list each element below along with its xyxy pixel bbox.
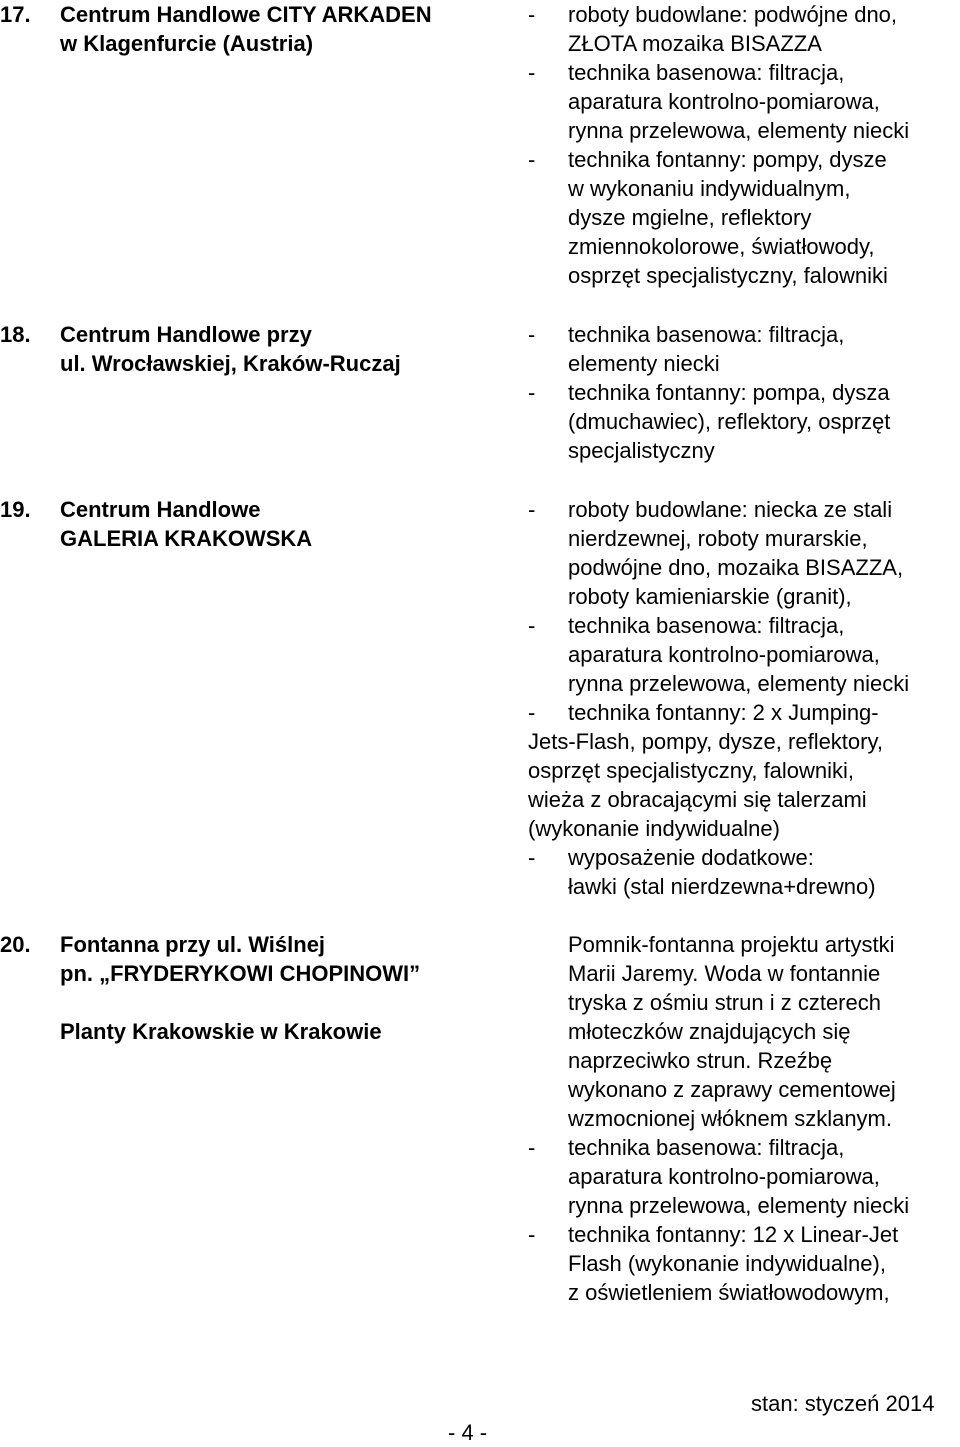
line-text: ZŁOTA mozaika BISAZZA	[568, 31, 822, 56]
entry-title-line: w Klagenfurcie (Austria)	[60, 31, 314, 56]
bullet-line	[528, 495, 958, 524]
line-text: zmiennokolorowe, światłowody,	[568, 234, 875, 259]
description-line	[528, 1162, 958, 1191]
bullet-dash: -	[528, 1135, 536, 1160]
entry-number: 19.	[0, 497, 31, 522]
line-text: rynna przelewowa, elementy niecki	[568, 1193, 910, 1218]
line-text: technika fontanny: pompy, dysze	[568, 147, 887, 172]
bullet-line	[528, 1133, 958, 1162]
line-text: specjalistyczny	[568, 438, 715, 463]
description-line	[528, 553, 958, 582]
line-text: technika fontanny: pompa, dysza	[568, 380, 890, 405]
line-text: Pomnik-fontanna projektu artystki	[568, 932, 895, 957]
description-line	[528, 116, 958, 145]
line-text: młoteczków znajdujących się	[568, 1019, 851, 1044]
description-line	[528, 349, 958, 378]
bullet-dash: -	[528, 497, 536, 522]
bullet-dash: -	[528, 380, 536, 405]
line-text: osprzęt specjalistyczny, falowniki	[568, 263, 888, 288]
bullet-dash: -	[528, 613, 536, 638]
line-text: rynna przelewowa, elementy niecki	[568, 671, 910, 696]
bullet-line	[528, 320, 958, 349]
entry-title-line: Centrum Handlowe przy	[60, 322, 312, 347]
description-line	[528, 640, 958, 669]
description-line	[528, 669, 958, 698]
description-line	[528, 1191, 958, 1220]
description-line	[528, 1017, 958, 1046]
line-text: aparatura kontrolno-pomiarowa,	[568, 642, 880, 667]
entry-title-line: pn. „FRYDERYKOWI CHOPINOWI”	[60, 961, 421, 986]
entry-title	[60, 320, 500, 378]
bullet-dash: -	[528, 1222, 536, 1247]
entry-number: 18.	[0, 322, 31, 347]
line-text: tryska z ośmiu strun i z czterech	[568, 990, 881, 1015]
description-line	[528, 232, 958, 261]
description-line	[528, 727, 958, 756]
entry-title-line: Planty Krakowskie w Krakowie	[60, 1019, 382, 1044]
bullet-line	[528, 1220, 958, 1249]
entry-number: 20.	[0, 932, 31, 957]
description-line	[528, 261, 958, 290]
description-line	[528, 814, 958, 843]
line-text: roboty budowlane: podwójne dno,	[568, 2, 898, 27]
bullet-dash: -	[528, 700, 536, 725]
entry-description	[528, 320, 958, 465]
bullet-line	[528, 611, 958, 640]
entry-title	[60, 0, 500, 58]
bullet-line	[528, 0, 958, 29]
entry-title-line: GALERIA KRAKOWSKA	[60, 526, 313, 551]
line-text: ławki (stal nierdzewna+drewno)	[568, 874, 876, 899]
description-line	[528, 524, 958, 553]
bullet-line	[528, 843, 958, 872]
description-line	[528, 203, 958, 232]
line-text: technika basenowa: filtracja,	[568, 60, 845, 85]
line-text: technika basenowa: filtracja,	[568, 1135, 845, 1160]
bullet-dash: -	[528, 845, 536, 870]
line-text: nierdzewnej, roboty murarskie,	[568, 526, 868, 551]
line-text: (dmuchawiec), reflektory, osprzęt	[568, 409, 891, 434]
line-text: technika basenowa: filtracja,	[568, 613, 845, 638]
description-line	[528, 756, 958, 785]
line-text: rynna przelewowa, elementy niecki	[568, 118, 910, 143]
description-line	[528, 174, 958, 203]
line-text: aparatura kontrolno-pomiarowa,	[568, 1164, 880, 1189]
line-text: (wykonanie indywidualne)	[528, 816, 780, 841]
entry-number: 17.	[0, 2, 31, 27]
entry-description	[528, 0, 958, 290]
line-text: roboty budowlane: niecka ze stali	[568, 497, 893, 522]
description-line	[528, 407, 958, 436]
description-line	[528, 988, 958, 1017]
entry-title-line: Centrum Handlowe	[60, 497, 261, 522]
bullet-line	[528, 58, 958, 87]
bullet-dash: -	[528, 322, 536, 347]
description-line	[528, 1249, 958, 1278]
description-line	[528, 1104, 958, 1133]
bullet-line	[528, 145, 958, 174]
bullet-dash: -	[528, 60, 536, 85]
line-text: Flash (wykonanie indywidualne),	[568, 1251, 886, 1276]
description-line	[528, 436, 958, 465]
bullet-dash: -	[528, 147, 536, 172]
line-text: osprzęt specjalistyczny, falowniki,	[528, 758, 855, 783]
line-text: elementy niecki	[568, 351, 720, 376]
entry-title-line: ul. Wrocławskiej, Kraków-Ruczaj	[60, 351, 401, 376]
bullet-line	[528, 698, 958, 727]
line-text: naprzeciwko strun. Rzeźbę	[568, 1048, 833, 1073]
entry-title-line: Fontanna przy ul. Wiślnej	[60, 932, 326, 957]
line-text: wieża z obracającymi się talerzami	[528, 787, 867, 812]
line-text: Jets-Flash, pompy, dysze, reflektory,	[528, 729, 883, 754]
description-line	[528, 785, 958, 814]
line-text: wyposażenie dodatkowe:	[568, 845, 814, 870]
line-text: Marii Jaremy. Woda w fontannie	[568, 961, 881, 986]
line-text: technika basenowa: filtracja,	[568, 322, 845, 347]
description-line	[528, 1046, 958, 1075]
footer-page-number: - 4 -	[448, 1420, 488, 1445]
line-text: aparatura kontrolno-pomiarowa,	[568, 89, 880, 114]
description-line	[528, 872, 958, 901]
description-line	[528, 959, 958, 988]
line-text: wykonano z zaprawy cementowej	[568, 1077, 896, 1102]
line-text: podwójne dno, mozaika BISAZZA,	[568, 555, 904, 580]
description-line	[528, 582, 958, 611]
description-line	[528, 1075, 958, 1104]
line-text: technika fontanny: 2 x Jumping-	[568, 700, 879, 725]
description-line	[528, 87, 958, 116]
line-text: technika fontanny: 12 x Linear-Jet	[568, 1222, 899, 1247]
description-line	[528, 1278, 958, 1307]
line-text: w wykonaniu indywidualnym,	[568, 176, 851, 201]
bullet-dash: -	[528, 2, 536, 27]
entry-title-line	[60, 988, 500, 1017]
entry-title	[60, 930, 500, 1046]
line-text: roboty kamieniarskie (granit),	[568, 584, 852, 609]
description-line	[528, 29, 958, 58]
bullet-line	[528, 378, 958, 407]
entry-description	[528, 495, 958, 901]
line-text: wzmocnionej włóknem szklanym.	[568, 1106, 892, 1131]
entry-title	[60, 495, 500, 553]
line-text: z oświetleniem światłowodowym,	[568, 1280, 890, 1305]
entry-description	[528, 930, 958, 1307]
line-text: dysze mgielne, reflektory	[568, 205, 812, 230]
description-line	[528, 930, 958, 959]
footer-date: stan: styczeń 2014	[751, 1391, 935, 1416]
entry-title-line: Centrum Handlowe CITY ARKADEN	[60, 2, 432, 27]
